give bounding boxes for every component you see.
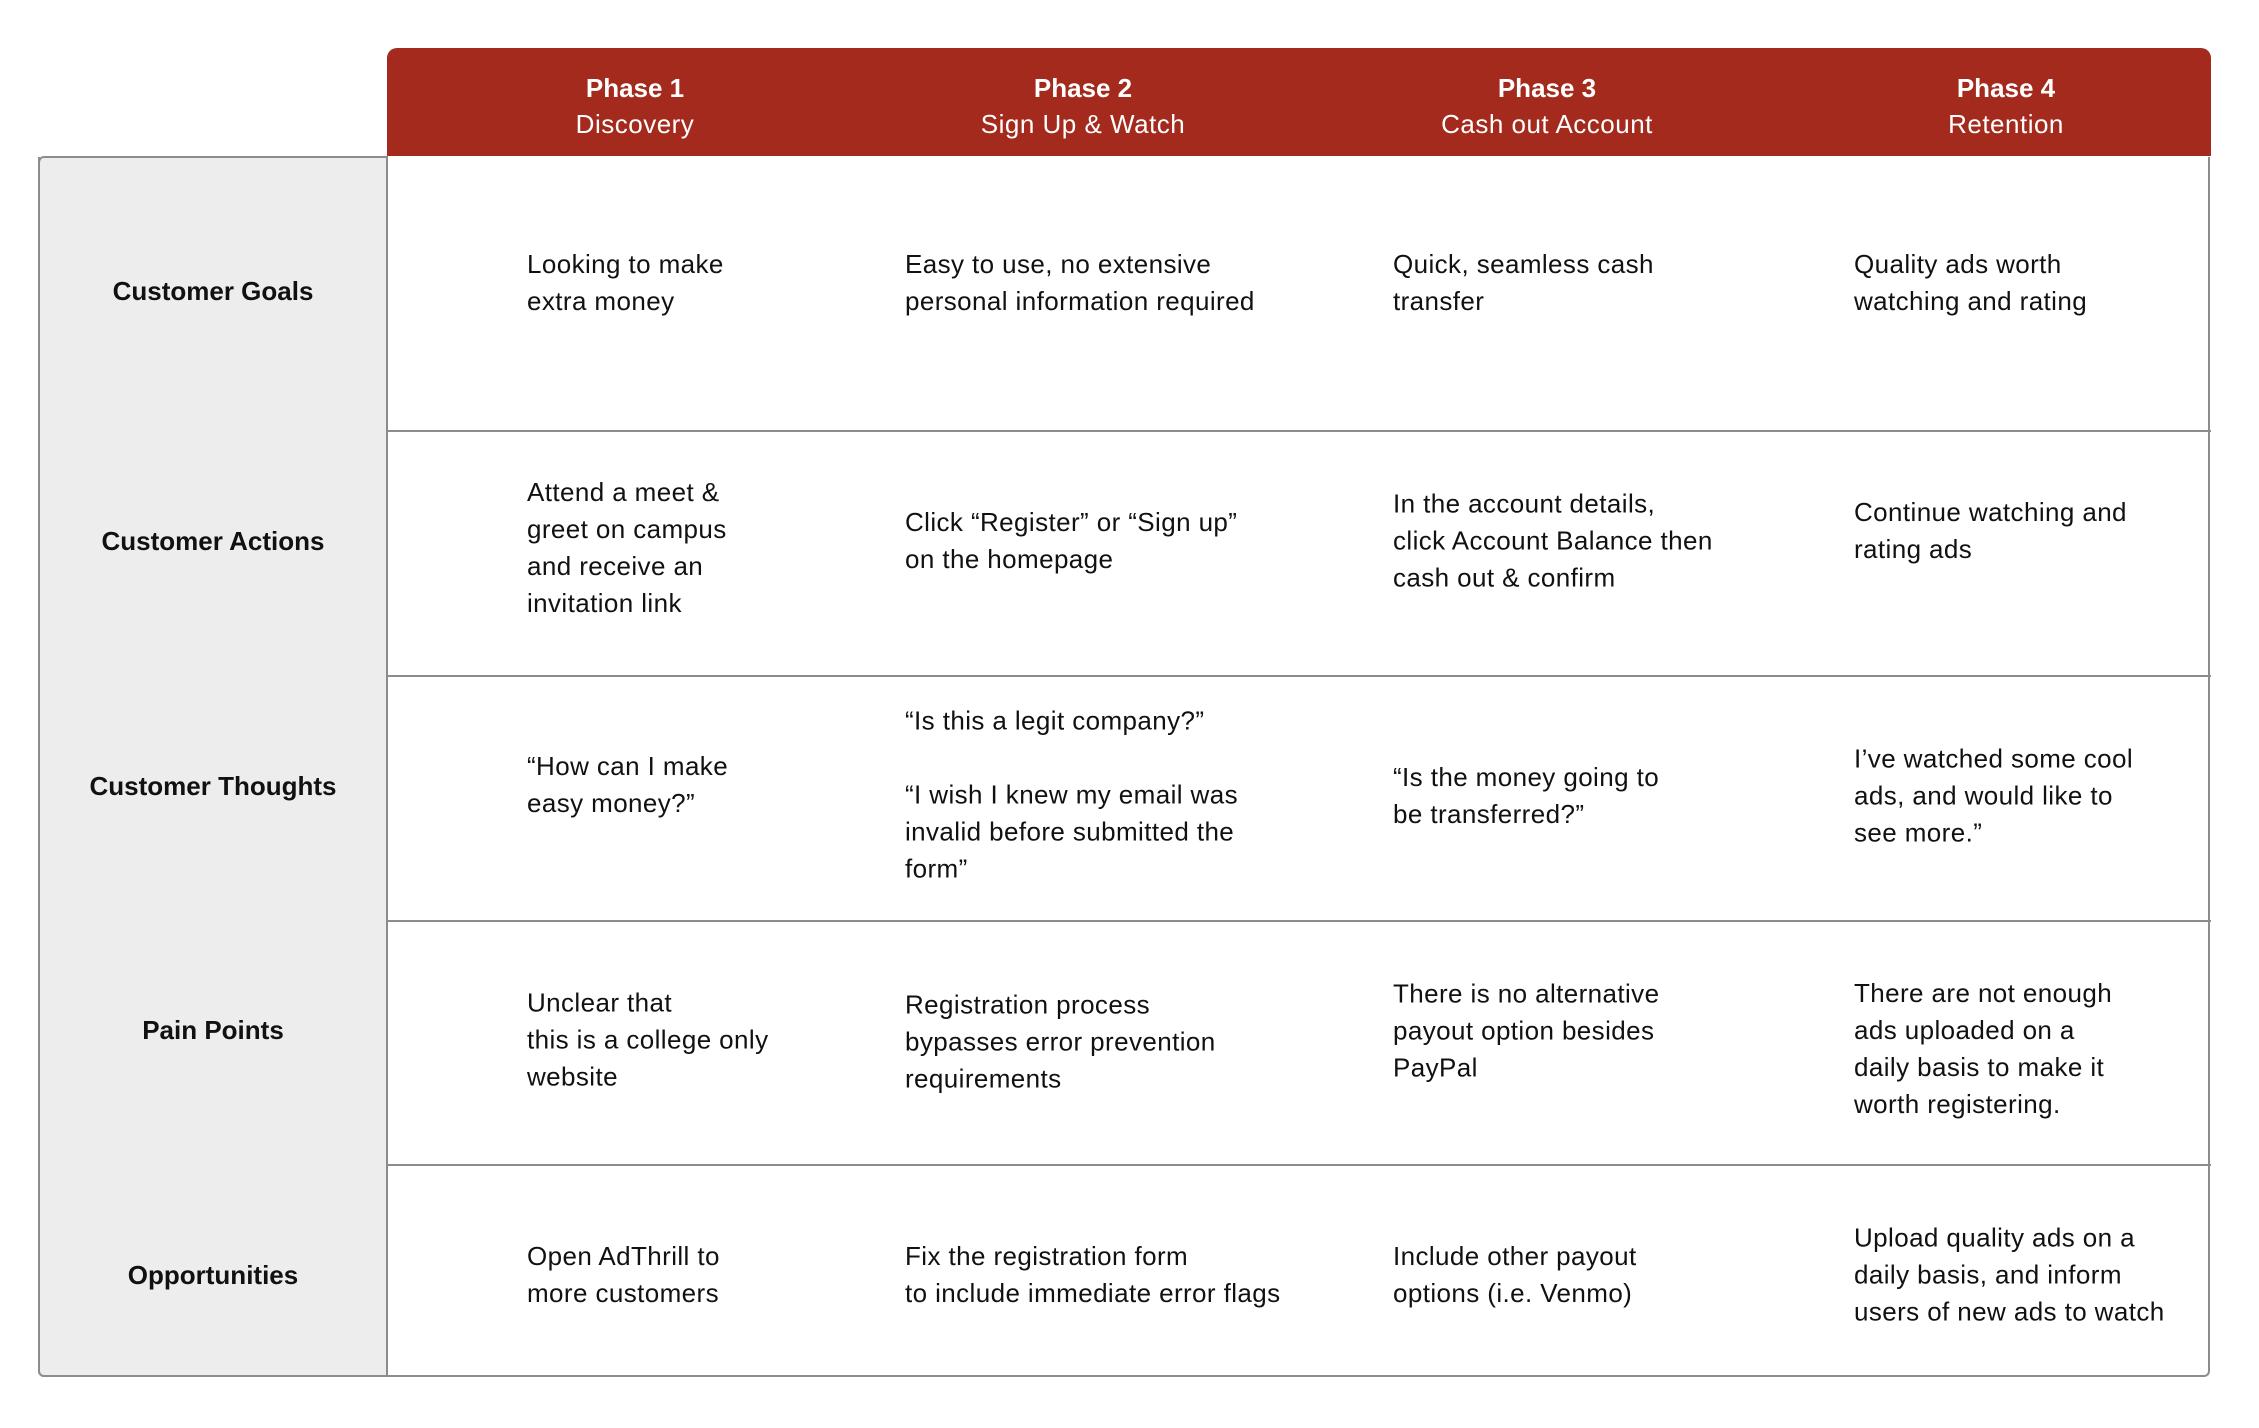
phase-title: Phase 2 [1033, 73, 1133, 103]
row-divider [387, 1164, 2211, 1166]
row-label-customer-goals: Customer Goals [112, 276, 314, 306]
cell-pain-phase-4: There are not enough ads uploaded on a daily basis to make it worth registering. [1854, 978, 2113, 1119]
row-label-opportunities: Opportunities [127, 1260, 299, 1290]
label-column-top-border [38, 156, 388, 166]
cell-actions-phase-2: Click “Register” or “Sign up” on the homepage [905, 507, 1238, 574]
cell-goals-phase-1: Looking to make extra money [527, 249, 724, 316]
row-label-column [38, 157, 388, 1377]
cell-opportunities-phase-4: Upload quality ads on a daily basis, and inform users of new ads to watch [1854, 1222, 2165, 1327]
cell-pain-phase-3: There is no alternative payout option besides PayPal [1393, 978, 1660, 1083]
row-divider [387, 920, 2211, 922]
cell-actions-phase-3: In the account details, click Account Balance then cash out & confirm [1393, 488, 1713, 593]
cell-pain-phase-2: Registration process bypasses error prevention requirements [905, 989, 1216, 1094]
cell-pain-phase-1: Unclear that this is a college only website [527, 987, 769, 1092]
cell-thoughts-phase-2: “Is this a legit company?” “I wish I knew my email was invalid before submitted the form” [905, 705, 1238, 884]
cell-thoughts-phase-4: I’ve watched some cool ads, and would like to see more.” [1854, 743, 2134, 848]
phase-header-1 [576, 70, 695, 142]
phase-header-3 [1441, 70, 1653, 142]
phase-subtitle: Cash out Account [1441, 109, 1653, 139]
cell-goals-phase-4: Quality ads worth watching and rating [1854, 249, 2088, 316]
phase-subtitle: Retention [1948, 109, 2064, 139]
cell-actions-phase-4: Continue watching and rating ads [1854, 497, 2127, 564]
cell-goals-phase-2: Easy to use, no extensive personal information required [905, 249, 1255, 316]
row-divider [387, 430, 2211, 432]
phase-header-2 [981, 70, 1186, 142]
phase-title: Phase 3 [1497, 73, 1597, 103]
cell-opportunities-phase-3: Include other payout options (i.e. Venmo) [1393, 1241, 1637, 1308]
row-label-customer-thoughts: Customer Thoughts [89, 771, 337, 801]
cell-goals-phase-3: Quick, seamless cash transfer [1393, 249, 1654, 316]
phase-header-4 [1948, 70, 2064, 142]
row-label-pain-points: Pain Points [142, 1015, 284, 1045]
cell-thoughts-phase-1: “How can I make easy money?” [527, 751, 729, 818]
phase-title: Phase 4 [1956, 73, 2056, 103]
phase-subtitle: Sign Up & Watch [980, 109, 1186, 139]
row-divider [387, 675, 2211, 677]
phase-header-bar [387, 48, 2211, 156]
phase-title: Phase 1 [585, 73, 685, 103]
row-label-customer-actions: Customer Actions [101, 526, 325, 556]
cell-thoughts-phase-3: “Is the money going to be transferred?” [1393, 762, 1660, 829]
phase-subtitle: Discovery [575, 109, 695, 139]
cell-opportunities-phase-1: Open AdThrill to more customers [527, 1241, 720, 1308]
cell-actions-phase-1: Attend a meet & greet on campus and receive an invitation link [527, 477, 727, 618]
cell-opportunities-phase-2: Fix the registration form to include immediate error flags [905, 1241, 1281, 1308]
